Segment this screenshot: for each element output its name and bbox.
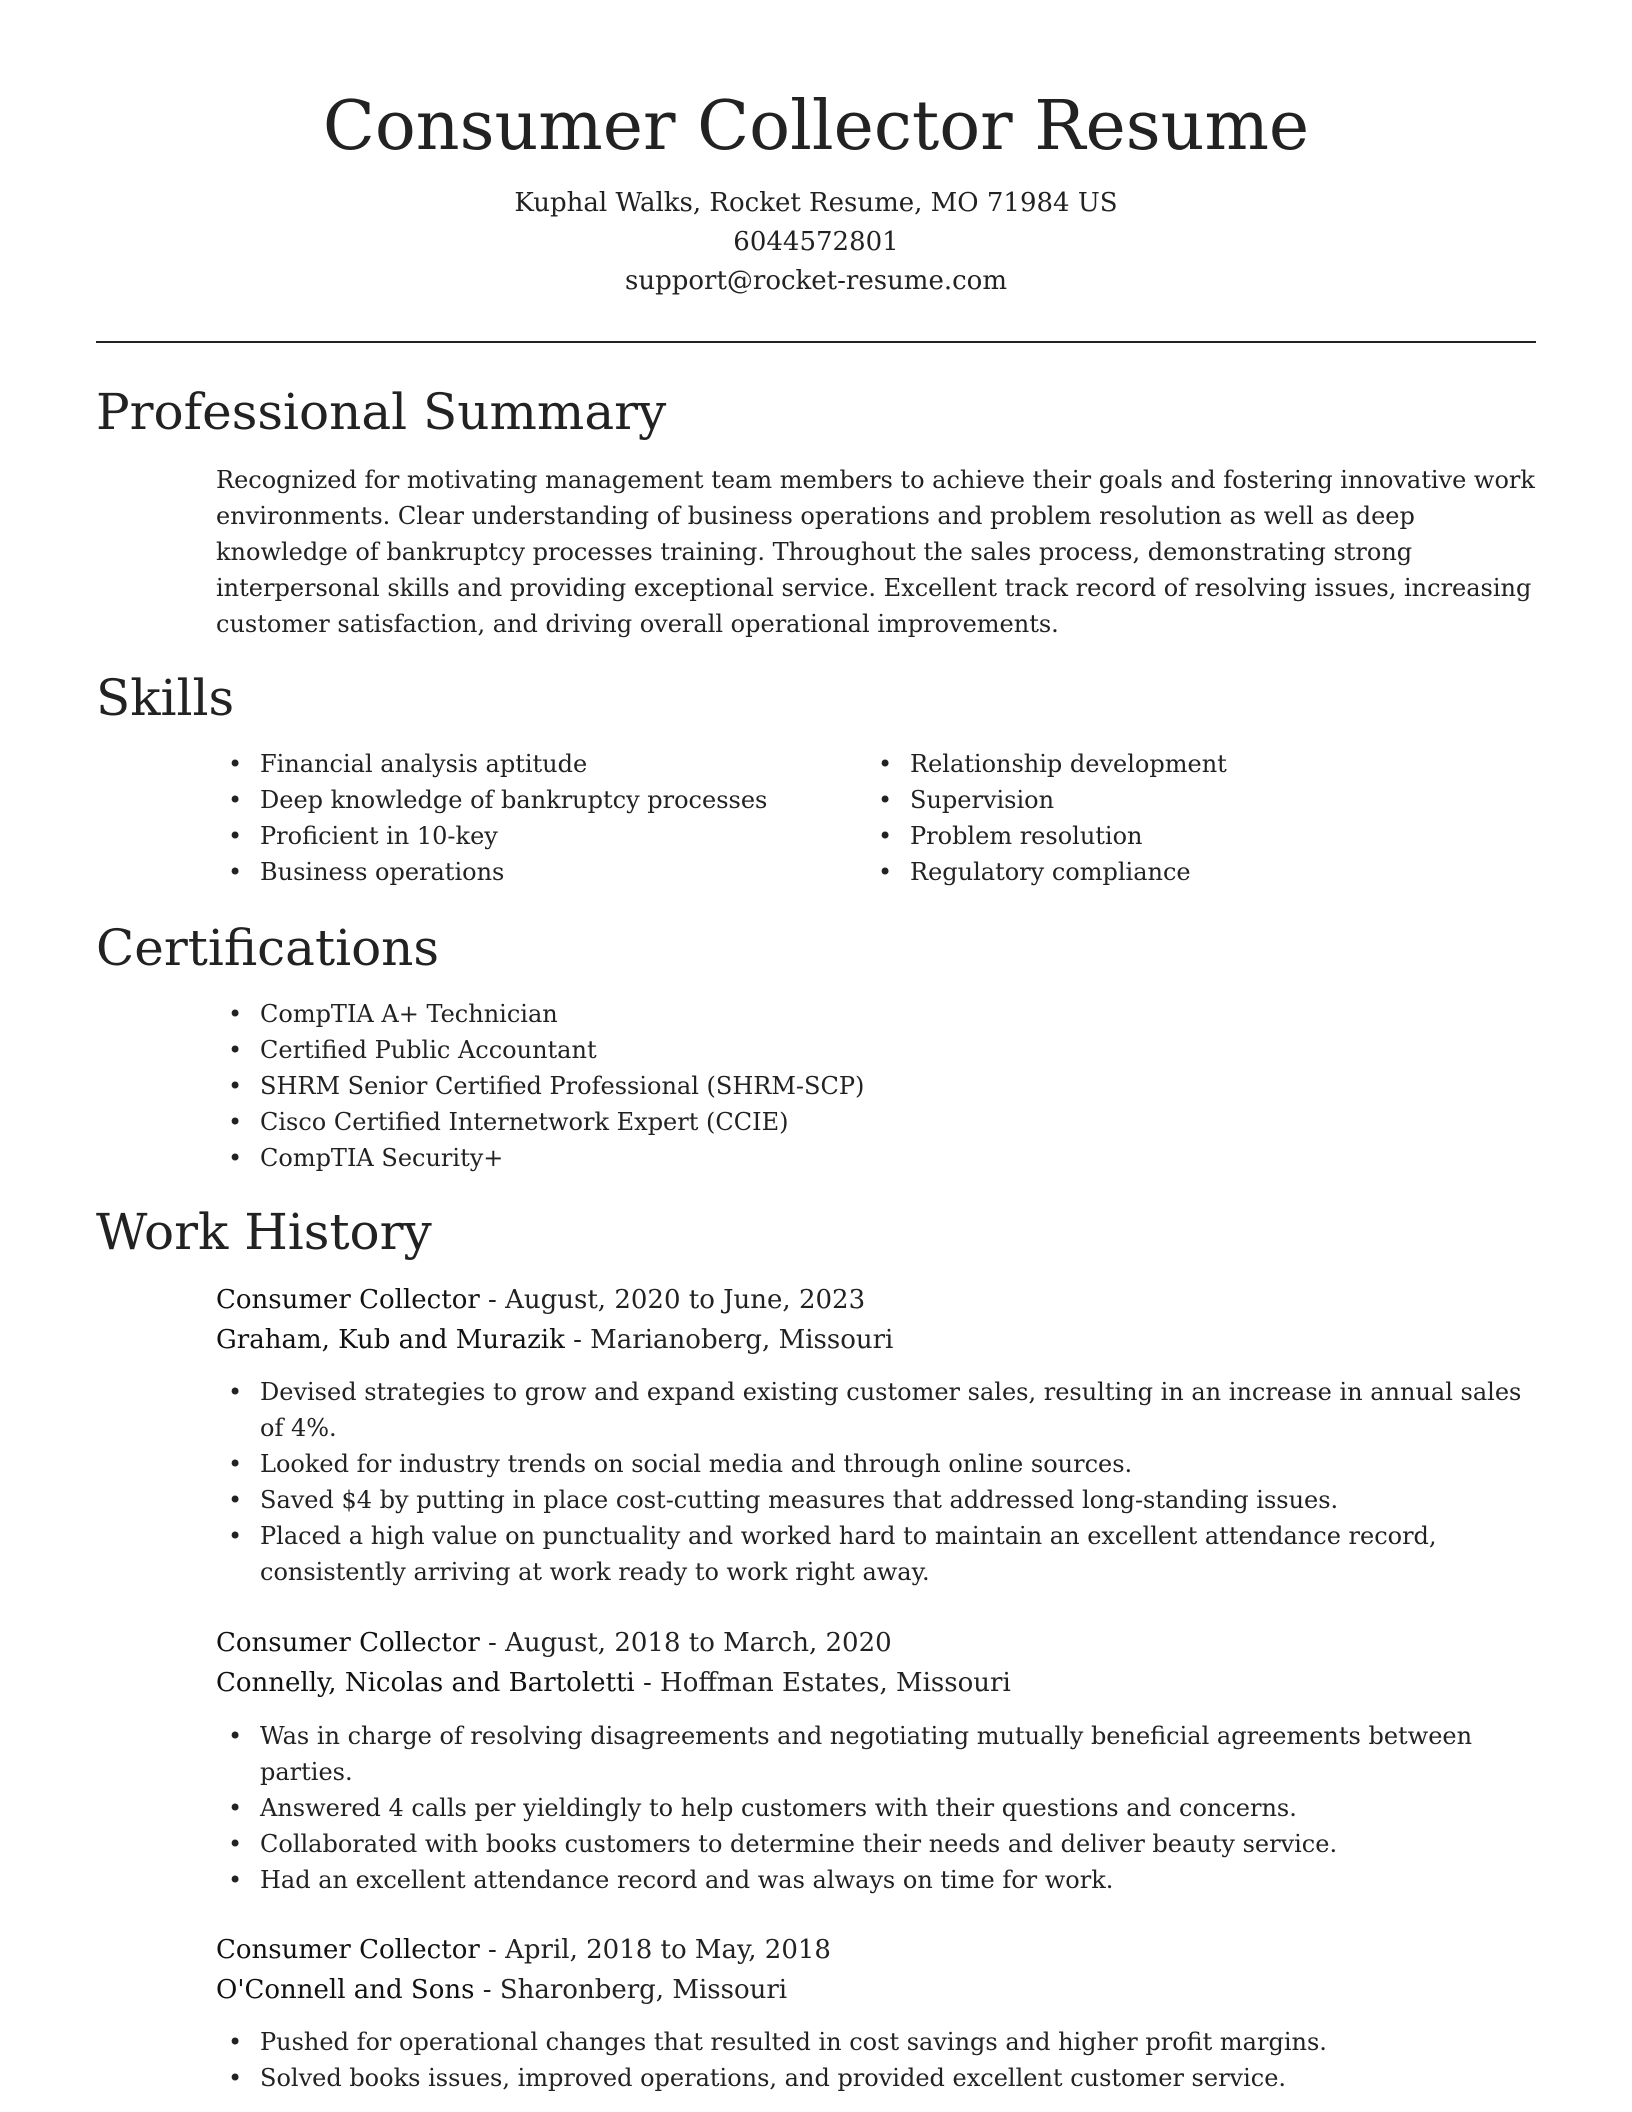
job-dates: - August, 2018 to March, 2020 [479,1628,892,1658]
job-bullet: • Solved books issues, improved operations, and provided excellent customer service. [216,2060,1538,2096]
skills-list-left [216,746,856,890]
skill-item: • Regulatory compliance [866,854,1506,890]
job-title: Consumer Collector [216,1628,480,1658]
contact-email: support@rocket-resume.com [624,266,1007,296]
job-company-line [216,1970,787,2010]
job-bullet: • Pushed for operational changes that resulted in cost savings and higher profit margins. [216,2024,1538,2060]
job-company: Graham, Kub and Murazik [216,1325,565,1355]
job-bullet: • Placed a high value on punctuality and worked hard to maintain an excellent attendance record, consistently arriving at work ready to work right away. [216,1518,1538,1590]
skill-item: • Relationship development [866,746,1506,782]
job-bullet: • Was in charge of resolving disagreements and negotiating mutually beneficial agreements between parties. [216,1718,1538,1790]
skill-item: • Financial analysis aptitude [216,746,856,782]
skill-item: • Proficient in 10-key [216,818,856,854]
job-bullet: • Looked for industry trends on social media and through online sources. [216,1446,1538,1482]
contact-block [0,184,1632,301]
job-dates: - April, 2018 to May, 2018 [479,1935,831,1965]
job-bullet: • Devised strategies to grow and expand existing customer sales, resulting in an increase in annual sales of 4%. [216,1374,1538,1446]
job-location: - Marianoberg, Missouri [564,1325,894,1355]
skill-item: • Supervision [866,782,1506,818]
skill-item: • Business operations [216,854,856,890]
resume-title: Consumer Collector Resume [322,87,1310,166]
job-dates: - August, 2020 to June, 2023 [479,1285,866,1315]
contact-phone: 6044572801 [733,227,899,257]
certification-item: • Certified Public Accountant [216,1032,1536,1068]
contact-address: Kuphal Walks, Rocket Resume, MO 71984 US [514,188,1118,218]
certification-item: • CompTIA A+ Technician [216,996,1536,1032]
skills-heading: Skills [96,669,235,727]
job-bullets [216,1374,1538,1590]
job-bullet: • Collaborated with books customers to determine their needs and deliver beauty service. [216,1826,1538,1862]
job-title-line [216,1930,831,1970]
job-title: Consumer Collector [216,1935,480,1965]
job-company-line [216,1320,893,1360]
job-bullet: • Had an excellent attendance record and was always on time for work. [216,1862,1538,1898]
summary-text: Recognized for motivating management team members to achieve their goals and fostering innovative work environments. Clear understanding of business operations and problem resolution as well as deep knowledge of bankruptcy processes training. Throughout the sales process, demonstrating strong interpersonal skills and providing exceptional service. Excellent track record of resolving issues, increasing customer satisfaction, and driving overall operational improvements. [216,466,1535,638]
job-company-line [216,1663,1011,1703]
job-bullets [216,2024,1538,2096]
work-history-heading: Work History [96,1203,432,1261]
job-location: - Hoffman Estates, Missouri [634,1668,1011,1698]
job-bullets [216,1718,1538,1898]
job-location: - Sharonberg, Missouri [474,1975,788,2005]
job-title: Consumer Collector [216,1285,480,1315]
certifications-list [216,996,1536,1176]
job-title-line [216,1280,865,1320]
skills-list-right [866,746,1506,890]
job-company: Connelly, Nicolas and Bartoletti [216,1668,635,1698]
resume-header [0,0,1632,301]
certification-item: • Cisco Certified Internetwork Expert (CCIE) [216,1104,1536,1140]
job-company: O'Connell and Sons [216,1975,475,2005]
summary-heading: Professional Summary [96,383,667,441]
job-bullet: • Saved $4 by putting in place cost-cutting measures that addressed long-standing issues. [216,1482,1538,1518]
job-title-line [216,1623,892,1663]
certifications-heading: Certifications [96,919,440,977]
skill-item: • Problem resolution [866,818,1506,854]
job-bullet: • Answered 4 calls per yieldingly to help customers with their questions and concerns. [216,1790,1538,1826]
skill-item: • Deep knowledge of bankruptcy processes [216,782,856,818]
header-divider [96,341,1536,343]
certification-item: • SHRM Senior Certified Professional (SHRM-SCP) [216,1068,1536,1104]
certification-item: • CompTIA Security+ [216,1140,1536,1176]
